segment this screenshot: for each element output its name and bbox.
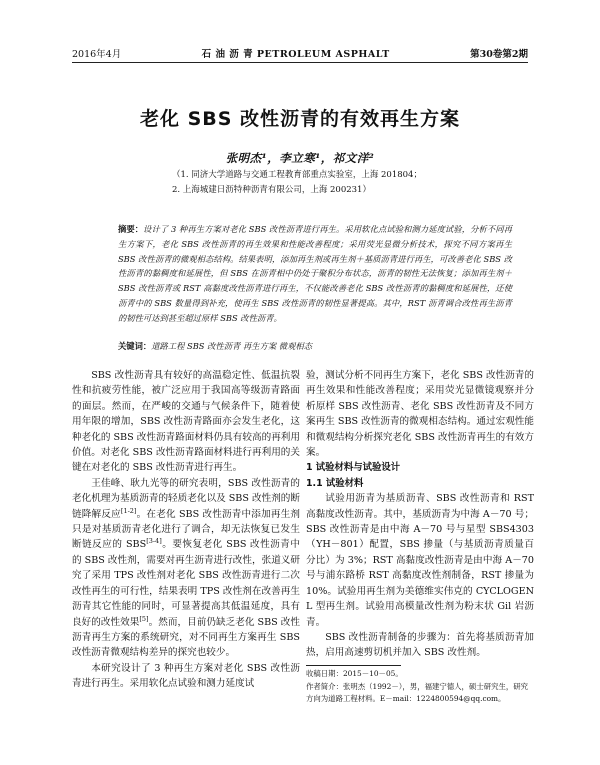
affiliations <box>172 168 492 198</box>
footnote-author: 作者简介：张明杰（1992－），男，福建宁德人，硕士研究生，研究方向为道路工程材料。E－mail：1224800594@qq.com。 <box>306 681 529 704</box>
header-date: 2016年4月 <box>72 49 122 60</box>
header-volume: 第30卷第2期 <box>470 49 528 60</box>
paper-title: 老化 SBS 改性沥青的有效再生方案 <box>139 108 461 130</box>
abstract-label: 摘要： <box>118 224 144 234</box>
citation: [1-2] <box>120 506 137 515</box>
subsection-heading: 1.1 试验材料 <box>306 477 364 489</box>
header-rule <box>72 62 528 63</box>
body-paragraph: 验，测试分析不同再生方案下，老化 SBS 改性沥青的再生效果和性能改善程度；采用荧光显微镜观察并分析原样 SBS 改性沥青、老化 SBS 改性沥青及不同方案再生 SBS 改性沥青的微观相态结构。通过宏观性能和微观结构分析探究老化 SBS 改性沥青再生的有效方案。 <box>306 370 534 459</box>
footnote-rule <box>306 665 401 666</box>
running-header <box>72 44 528 60</box>
header-journal: 石 油 沥 青 PETROLEUM ASPHALT <box>201 49 390 60</box>
footnote-received: 收稿日期：2015－10－05。 <box>306 669 403 678</box>
body-paragraph: 王佳峰、耿九光等的研究表明，SBS 改性沥青的老化机理为基质沥青的轻质老化以及 SBS 改性剂的断链降解反应[1-2]。在老化 SBS 改性沥青中添加再生剂只是对基质沥青老化进行了调合，却无法恢复已发生断链反应的 SBS[3-4]。要恢复老化 SBS 改性沥青中的 SBS 改性剂，需要对再生沥青进行改性，张道义研究了采用 TPS 改性剂对老化 SBS 改性沥青进行二次改性再生的可行性，结果表明 TPS 改性剂在改善再生沥青其它性能的同时，可显著提高其低温延度，具有良好的改性效果[5]。然而，目前仍缺乏老化 SBS 改性沥青再生方案的系统研究，对不同再生方案再生 SBS 改性沥青微观结构差异的探究也较少。 <box>72 477 301 659</box>
citation: [3-4] <box>146 537 162 546</box>
footnote <box>306 668 534 706</box>
body-paragraph: SBS 改性沥青制备的步骤为：首先将基质沥青加热，启用高速剪切机并加入 SBS 改性剂。 <box>306 631 534 659</box>
affiliation-1: （1. 同济大学道路与交通工程教育部重点实验室，上海 201804； <box>172 170 422 180</box>
body-paragraph: 试验用沥青为基质沥青、SBS 改性沥青和 RST 高黏度改性沥青。其中，基质沥青为中海 A－70 号；SBS 改性沥青是由中海 A－70 号与星型 SBS4303（YH－801）配置，SBS 掺量（与基质沥青质量百分比）为 3%；RST 高黏度改性沥青是由中海 A－70 号与浦东路桥 RST 高黏度改性剂制备，RST 掺量为 10%。试验用再生剂为美德维实伟克的 CYCLOGEN L 型再生剂。试验用高模量改性剂为粉末状 Gil 岩沥青。 <box>306 493 534 628</box>
abstract <box>118 222 512 326</box>
right-column <box>306 368 534 661</box>
authors: 张明杰¹，李立寒¹，祁文洋² <box>225 151 375 165</box>
affiliation-2: 2. 上海城建日沥特种沥青有限公司，上海 200231） <box>172 185 371 195</box>
section-heading: 1 试验材料与试验设计 <box>306 462 401 474</box>
abstract-text: 设计了 3 种再生方案对老化 SBS 改性沥青进行再生。采用软化点试验和测力延度试验，分析不同再生方案下，老化 SBS 改性沥青的再生效果和性能改善程度；采用荧光显微分析技术，探究不同方案再生 SBS 改性沥青的微观相态结构。结果表明，添加再生剂或再生剂＋基质沥青进行再生，可改善老化 SBS 改性沥青的黏稠度和延展性，但 SBS 在沥青相中仍处于聚积分布状态，沥青的韧性无法恢复；添加再生剂＋SBS 改性沥青或 RST 高黏度改性沥青进行再生，不仅能改善老化 SBS 改性沥青的黏稠度和延展性，还使沥青中的 SBS 数量得到补充，使再生 SBS 改性沥青的韧性显著提高。其中，RST 沥青调合改性再生沥青的韧性可达到甚至超过原样 SBS 改性沥青。 <box>118 224 512 323</box>
body-paragraph: SBS 改性沥青具有较好的高温稳定性、低温抗裂性和抗疲劳性能，被广泛应用于我国高等级沥青路面的面层。然而，在严峻的交通与气候条件下，随着使用年限的增加，SBS 改性沥青路面亦会发生老化，这种老化的 SBS 改性沥青路面材料仍具有较高的再利用价值。对老化 SBS 改性沥青路面材料进行再利用的关键在对老化的 SBS 改性沥青进行再生。 <box>72 370 300 474</box>
keywords-label: 关键词： <box>118 341 152 351</box>
body-paragraph: 本研究设计了 3 种再生方案对老化 SBS 改性沥青进行再生。采用软化点试验和测力延度试 <box>72 662 300 690</box>
citation: [5] <box>139 614 149 623</box>
left-column <box>72 368 300 692</box>
keywords <box>118 340 512 352</box>
keywords-text: 道路工程 SBS 改性沥青 再生方案 微观相态 <box>151 341 312 351</box>
